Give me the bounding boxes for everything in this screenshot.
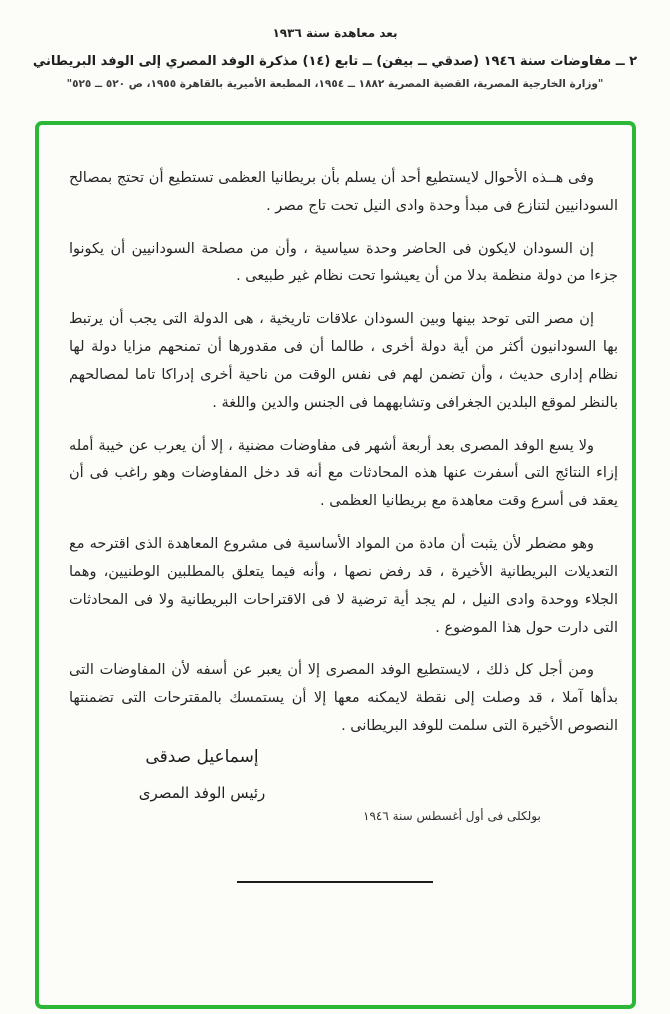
- dateline: بولكلى فى أول أغسطس سنة ١٩٤٦: [363, 809, 541, 823]
- document-paragraph-1: وفى هــذه الأحوال لايستطيع أحد أن يسلم بأن بريطانيا العظمى تستطيع أن تحتج بمصالح السودانيين لتنازع فى مبدأ وحدة وادى النيل تحت تاج مصر .: [69, 170, 618, 214]
- document-paragraph-2: إن السودان لايكون فى الحاضر وحدة سياسية ، وأن من مصلحة السودانيين أن يكونوا جزءا من دولة منظمة بدلا من أن يعيشوا تحت نظام غير طبيعى .: [69, 240, 618, 285]
- page-header: [0, 26, 670, 90]
- document-paragraph-5: وهو مضطر لأن يثبت أن مادة من المواد الأساسية فى مشروع المعاهدة الذى اقترحه مع التعديلات البريطانية الأخيرة ، قد رفض نصها ، وأنه فيما يتعلق بالمطلبين الوطنيين، وهما الجلاء ووحدة وادى النيل ، لم يجد أية ترضية لا فى الاقتراحات البريطانية ولا فى المحادثات التى دارت حول هذا الموضوع .: [69, 536, 618, 636]
- signature-title: رئيس الوفد المصرى: [138, 784, 266, 802]
- bottom-rule: [237, 881, 433, 883]
- document-paragraph-4: ولا يسع الوفد المصرى بعد أربعة أشهر فى مفاوضات مضنية ، إلا أن يعرب عن خيبة أمله إزاء النتائج التى أسفرت عنها هذه المحادثات مع أنه قد دخل المفاوضات وهو راغب فى أن يعقد فى أسرع وقت معاهدة مع بريطانيا العظمى .: [69, 437, 618, 510]
- signature-name: إسماعيل صدقى: [145, 747, 259, 767]
- signature-block: [117, 747, 287, 802]
- header-source-citation: "وزارة الخارجية المصرية، القضية المصرية ١٨٨٢ ــ ١٩٥٤، المطبعة الأميرية بالقاهرة ١٩٥٥، ص ٥٢٠ ــ ٥٢٥": [66, 78, 604, 90]
- header-treaty-note: بعد معاهدة سنة ١٩٣٦: [272, 26, 398, 40]
- scanned-document-frame: [35, 121, 636, 1009]
- header-document-title: ٢ ــ مفاوضات سنة ١٩٤٦ (صدقي ــ بيفن) ــ تابع (١٤) مذكرة الوفد المصري إلى الوفد البريطاني: [32, 54, 638, 69]
- document-paragraph-3: إن مصر التى توحد بينها وبين السودان علاقات تاريخية ، هى الدولة التى يجب أن يرتبط بها السودانيون أكثر من أية دولة أخرى ، طالما أن فى مقدورها أن تمنحهم مزايا دولة لها نظام إدارى حديث ، وأن تضمن لهم فى نفس الوقت من ناحية أخرى إدراكا تاما لمصالحهم بالنظر لموقع البلدين الجغرافى وتشابههما فى الجنس والدين واللغة .: [69, 311, 618, 411]
- document-body: [39, 125, 632, 741]
- document-paragraph-6: ومن أجل كل ذلك ، لايستطيع الوفد المصرى إلا أن يعبر عن أسفه لأن المفاوضات التى بدأها آملا ، قد وصلت إلى نقطة لايمكنه معها إلا أن يستمسك بالمقترحات التى تضمنتها النصوص الأخيرة التى سلمت للوفد البريطانى .: [69, 662, 618, 735]
